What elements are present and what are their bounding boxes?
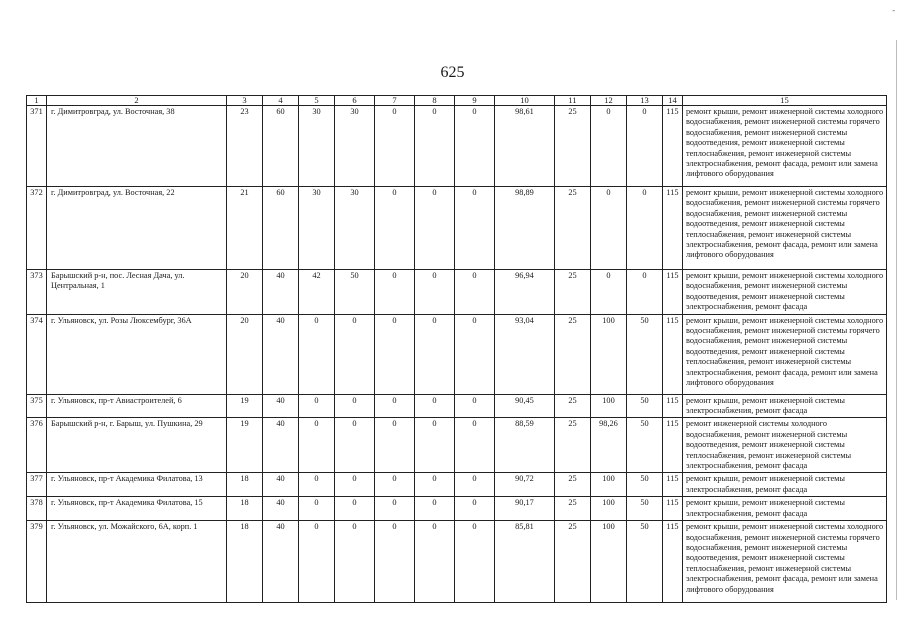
cell-col-10: 88,59 xyxy=(495,418,555,473)
cell-col-12: 0 xyxy=(591,187,627,270)
cell-col-13: 0 xyxy=(627,187,663,270)
cell-col-14: 115 xyxy=(663,270,683,315)
cell-col-12: 0 xyxy=(591,106,627,187)
cell-col-7: 0 xyxy=(375,314,415,394)
column-number-14: 14 xyxy=(663,96,683,106)
cell-col-10: 98,61 xyxy=(495,106,555,187)
cell-col-7: 0 xyxy=(375,187,415,270)
cell-col-8: 0 xyxy=(415,187,455,270)
cell-col-13: 0 xyxy=(627,106,663,187)
cell-col-4: 60 xyxy=(263,106,299,187)
table-body xyxy=(27,106,887,603)
cell-col-13: 50 xyxy=(627,473,663,497)
cell-col-13: 50 xyxy=(627,521,663,603)
cell-col-3: 23 xyxy=(227,106,263,187)
cell-col-11: 25 xyxy=(555,187,591,270)
cell-col-13: 50 xyxy=(627,314,663,394)
cell-col-5: 0 xyxy=(299,418,335,473)
cell-col-11: 25 xyxy=(555,270,591,315)
cell-col-13: 50 xyxy=(627,394,663,418)
cell-col-11: 25 xyxy=(555,497,591,521)
cell-col-6: 0 xyxy=(335,418,375,473)
column-number-4: 4 xyxy=(263,96,299,106)
cell-col-14: 115 xyxy=(663,497,683,521)
cell-col-6: 50 xyxy=(335,270,375,315)
cell-col-9: 0 xyxy=(455,314,495,394)
cell-col-10: 90,17 xyxy=(495,497,555,521)
cell-col-12: 98,26 xyxy=(591,418,627,473)
cell-col-5: 0 xyxy=(299,521,335,603)
cell-col-4: 40 xyxy=(263,270,299,315)
cell-col-8: 0 xyxy=(415,473,455,497)
cell-col-8: 0 xyxy=(415,497,455,521)
table-row xyxy=(27,497,887,521)
cell-col-14: 115 xyxy=(663,106,683,187)
cell-col-3: 18 xyxy=(227,521,263,603)
column-number-13: 13 xyxy=(627,96,663,106)
cell-address: г. Ульяновск, пр-т Академика Филатова, 13 xyxy=(47,473,227,497)
cell-col-8: 0 xyxy=(415,521,455,603)
cell-col-14: 115 xyxy=(663,314,683,394)
cell-address: Барышский р-н, г. Барыш, ул. Пушкина, 29 xyxy=(47,418,227,473)
cell-col-4: 40 xyxy=(263,473,299,497)
cell-col-13: 50 xyxy=(627,418,663,473)
cell-row-index: 374 xyxy=(27,314,47,394)
cell-row-index: 373 xyxy=(27,270,47,315)
cell-col-7: 0 xyxy=(375,418,415,473)
column-number-3: 3 xyxy=(227,96,263,106)
cell-col-5: 30 xyxy=(299,187,335,270)
cell-col-4: 40 xyxy=(263,418,299,473)
table-row xyxy=(27,418,887,473)
cell-col-5: 0 xyxy=(299,314,335,394)
cell-col-9: 0 xyxy=(455,418,495,473)
cell-col-3: 21 xyxy=(227,187,263,270)
cell-col-10: 98,89 xyxy=(495,187,555,270)
column-number-2: 2 xyxy=(47,96,227,106)
cell-row-index: 379 xyxy=(27,521,47,603)
cell-address: г. Ульяновск, пр-т Академика Филатова, 15 xyxy=(47,497,227,521)
cell-address: г. Ульяновск, ул. Розы Люксембург, 36А xyxy=(47,314,227,394)
scan-edge xyxy=(896,40,897,600)
table-row xyxy=(27,270,887,315)
cell-col-12: 100 xyxy=(591,473,627,497)
cell-address: Барышский р-н, пос. Лесная Дача, ул. Центральная, 1 xyxy=(47,270,227,315)
column-number-9: 9 xyxy=(455,96,495,106)
column-number-8: 8 xyxy=(415,96,455,106)
cell-col-5: 30 xyxy=(299,106,335,187)
page-number: 625 xyxy=(440,64,465,81)
cell-col-10: 85,81 xyxy=(495,521,555,603)
cell-row-index: 372 xyxy=(27,187,47,270)
column-number-5: 5 xyxy=(299,96,335,106)
column-number-6: 6 xyxy=(335,96,375,106)
cell-col-11: 25 xyxy=(555,473,591,497)
cell-col-12: 100 xyxy=(591,314,627,394)
cell-col-4: 40 xyxy=(263,394,299,418)
column-number-15: 15 xyxy=(683,96,887,106)
cell-col-9: 0 xyxy=(455,270,495,315)
cell-work-types: ремонт крыши, ремонт инженерной системы электроснабжения, ремонт фасада xyxy=(683,497,887,521)
document-table-wrap xyxy=(26,95,886,603)
cell-col-9: 0 xyxy=(455,394,495,418)
cell-col-11: 25 xyxy=(555,314,591,394)
cell-col-8: 0 xyxy=(415,270,455,315)
cell-col-6: 0 xyxy=(335,473,375,497)
cell-col-3: 20 xyxy=(227,314,263,394)
cell-address: г. Ульяновск, пр-т Авиастроителей, 6 xyxy=(47,394,227,418)
cell-col-7: 0 xyxy=(375,521,415,603)
cell-col-6: 0 xyxy=(335,521,375,603)
cell-col-3: 19 xyxy=(227,394,263,418)
column-number-row xyxy=(27,96,887,106)
table-row xyxy=(27,473,887,497)
cell-col-11: 25 xyxy=(555,418,591,473)
cell-col-5: 0 xyxy=(299,497,335,521)
cell-work-types: ремонт крыши, ремонт инженерной системы электроснабжения, ремонт фасада xyxy=(683,473,887,497)
column-number-11: 11 xyxy=(555,96,591,106)
cell-col-14: 115 xyxy=(663,473,683,497)
cell-col-10: 93,04 xyxy=(495,314,555,394)
cell-col-10: 90,72 xyxy=(495,473,555,497)
cell-col-13: 0 xyxy=(627,270,663,315)
cell-col-8: 0 xyxy=(415,418,455,473)
cell-work-types: ремонт крыши, ремонт инженерной системы холодного водоснабжения, ремонт инженерной системы горячего водоснабжения, ремонт инженерной системы водоотведения, ремонт инженерной системы теплоснабжения, ремонт инженерной системы электроснабжения, ремонт фасада, ремонт или замена лифтового оборудования xyxy=(683,314,887,394)
cell-col-12: 100 xyxy=(591,497,627,521)
repair-program-table xyxy=(26,95,887,603)
cell-col-12: 0 xyxy=(591,270,627,315)
cell-col-7: 0 xyxy=(375,473,415,497)
column-number-1: 1 xyxy=(27,96,47,106)
cell-col-9: 0 xyxy=(455,497,495,521)
cell-col-10: 90,45 xyxy=(495,394,555,418)
cell-col-14: 115 xyxy=(663,521,683,603)
cell-col-12: 100 xyxy=(591,394,627,418)
cell-col-9: 0 xyxy=(455,521,495,603)
cell-col-6: 0 xyxy=(335,497,375,521)
cell-col-14: 115 xyxy=(663,418,683,473)
cell-col-4: 40 xyxy=(263,497,299,521)
cell-col-9: 0 xyxy=(455,473,495,497)
cell-address: г. Ульяновск, ул. Можайского, 6А, корп. 1 xyxy=(47,521,227,603)
cell-col-3: 20 xyxy=(227,270,263,315)
cell-col-4: 40 xyxy=(263,314,299,394)
cell-col-3: 18 xyxy=(227,473,263,497)
cell-col-7: 0 xyxy=(375,270,415,315)
cell-col-10: 96,94 xyxy=(495,270,555,315)
cell-work-types: ремонт крыши, ремонт инженерной системы холодного водоснабжения, ремонт инженерной системы горячего водоснабжения, ремонт инженерной системы водоотведения, ремонт инженерной системы теплоснабжения, ремонт инженерной системы электроснабжения, ремонт фасада, ремонт или замена лифтового оборудования xyxy=(683,187,887,270)
column-number-12: 12 xyxy=(591,96,627,106)
cell-col-13: 50 xyxy=(627,497,663,521)
cell-col-8: 0 xyxy=(415,314,455,394)
table-row xyxy=(27,394,887,418)
table-row xyxy=(27,187,887,270)
cell-col-8: 0 xyxy=(415,106,455,187)
cell-work-types: ремонт крыши, ремонт инженерной системы холодного водоснабжения, ремонт инженерной системы водоотведения, ремонт инженерной системы электроснабжения, ремонт фасада xyxy=(683,270,887,315)
cell-work-types: ремонт инженерной системы холодного водоснабжения, ремонт инженерной системы водоотведения, ремонт инженерной системы теплоснабжения, ремонт инженерной системы электроснабжения, ремонт фасада xyxy=(683,418,887,473)
cell-col-11: 25 xyxy=(555,106,591,187)
cell-col-7: 0 xyxy=(375,497,415,521)
cell-col-7: 0 xyxy=(375,106,415,187)
cell-address: г. Димитровград, ул. Восточная, 38 xyxy=(47,106,227,187)
column-number-10: 10 xyxy=(495,96,555,106)
cell-row-index: 375 xyxy=(27,394,47,418)
cell-col-3: 19 xyxy=(227,418,263,473)
cell-col-6: 30 xyxy=(335,187,375,270)
cell-col-8: 0 xyxy=(415,394,455,418)
cell-row-index: 376 xyxy=(27,418,47,473)
cell-work-types: ремонт крыши, ремонт инженерной системы холодного водоснабжения, ремонт инженерной системы горячего водоснабжения, ремонт инженерной системы водоотведения, ремонт инженерной системы теплоснабжения, ремонт инженерной системы электроснабжения, ремонт фасада, ремонт или замена лифтового оборудования xyxy=(683,521,887,603)
cell-row-index: 378 xyxy=(27,497,47,521)
cell-col-11: 25 xyxy=(555,521,591,603)
cell-col-6: 0 xyxy=(335,314,375,394)
cell-col-4: 60 xyxy=(263,187,299,270)
cell-col-14: 115 xyxy=(663,187,683,270)
table-row xyxy=(27,521,887,603)
cell-col-6: 0 xyxy=(335,394,375,418)
cell-col-9: 0 xyxy=(455,187,495,270)
cell-col-5: 42 xyxy=(299,270,335,315)
cell-col-14: 115 xyxy=(663,394,683,418)
table-row xyxy=(27,106,887,187)
cell-work-types: ремонт крыши, ремонт инженерной системы холодного водоснабжения, ремонт инженерной системы горячего водоснабжения, ремонт инженерной системы водоотведения, ремонт инженерной системы теплоснабжения, ремонт инженерной системы электроснабжения, ремонт фасада, ремонт или замена лифтового оборудования xyxy=(683,106,887,187)
cell-address: г. Димитровград, ул. Восточная, 22 xyxy=(47,187,227,270)
cell-col-7: 0 xyxy=(375,394,415,418)
cell-col-4: 40 xyxy=(263,521,299,603)
cell-col-5: 0 xyxy=(299,473,335,497)
cell-col-9: 0 xyxy=(455,106,495,187)
table-row xyxy=(27,314,887,394)
cell-col-5: 0 xyxy=(299,394,335,418)
cell-row-index: 371 xyxy=(27,106,47,187)
cell-col-12: 100 xyxy=(591,521,627,603)
cell-col-11: 25 xyxy=(555,394,591,418)
cell-col-3: 18 xyxy=(227,497,263,521)
cell-col-6: 30 xyxy=(335,106,375,187)
cell-work-types: ремонт крыши, ремонт инженерной системы электроснабжения, ремонт фасада xyxy=(683,394,887,418)
corner-mark: - xyxy=(892,6,895,15)
column-number-7: 7 xyxy=(375,96,415,106)
cell-row-index: 377 xyxy=(27,473,47,497)
